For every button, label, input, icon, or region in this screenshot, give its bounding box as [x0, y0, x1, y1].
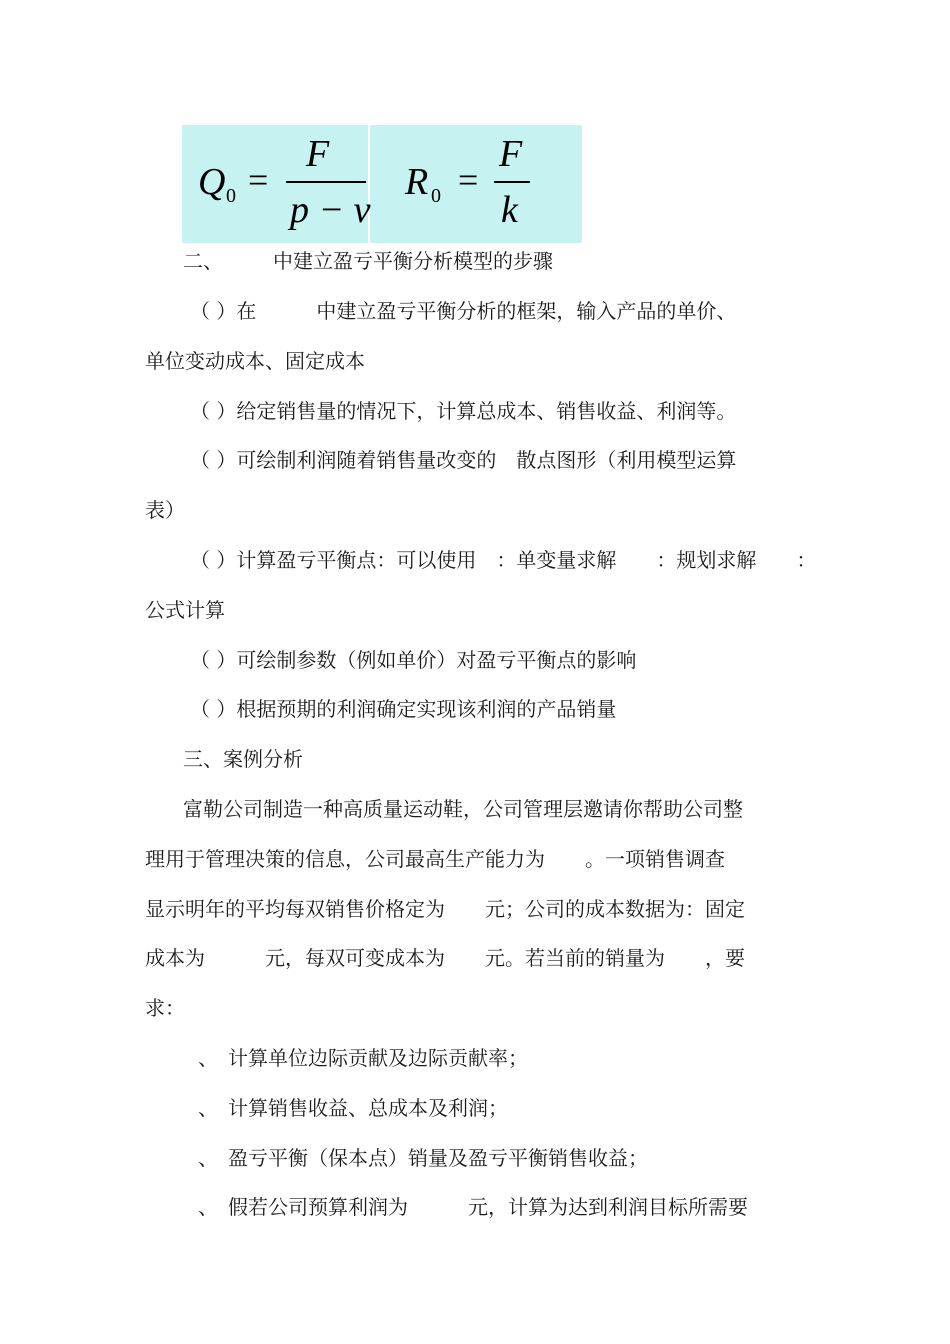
requirement-item: 、 盈亏平衡（保本点）销量及盈亏平衡销售收益； [198, 1146, 648, 1170]
case-paragraph-line: 显示明年的平均每双销售价格定为 元；公司的成本数据为：固定 [145, 897, 745, 921]
q0-symbol: Q [198, 161, 226, 203]
q0-subscript: 0 [226, 185, 236, 207]
case-paragraph-line: 求： [145, 996, 185, 1020]
case-paragraph-line: 成本为 元，每双可变成本为 元。若当前的销量为 ，要 [145, 946, 745, 970]
case-paragraph-line: 理用于管理决策的信息，公司最高生产能力为 。一项销售调查 [145, 847, 725, 871]
r0-equals: = [458, 160, 479, 200]
step-5: （ ）可绘制参数（例如单价）对盈亏平衡点的影响 [190, 648, 637, 672]
r0-numerator: F [499, 133, 523, 175]
requirement-item: 、 计算销售收益、总成本及利润； [198, 1096, 508, 1120]
step-3-continued: 表） [145, 498, 185, 522]
q0-denominator: p − v [290, 189, 371, 231]
case-paragraph-line: 富勒公司制造一种高质量运动鞋，公司管理层邀请你帮助公司整 [183, 797, 743, 821]
q0-numerator: F [306, 133, 330, 175]
r0-symbol: R [405, 161, 429, 203]
requirement-item: 、 计算单位边际贡献及边际贡献率； [198, 1046, 528, 1070]
step-4: （ ）计算盈亏平衡点：可以使用 ：单变量求解 ：规划求解 ： [190, 548, 817, 572]
step-6: （ ）根据预期的利润确定实现该利润的产品销量 [190, 697, 617, 721]
step-1: （ ）在 中建立盈亏平衡分析的框架，输入产品的单价、 [190, 299, 737, 323]
section-heading-2: 二、 中建立盈亏平衡分析模型的步骤 [183, 249, 553, 273]
step-3: （ ）可绘制利润随着销售量改变的 散点图形（利用模型运算 [190, 448, 737, 472]
q0-equals: = [248, 160, 269, 200]
r0-subscript: 0 [431, 185, 441, 207]
step-4-continued: 公式计算 [145, 598, 225, 622]
q0-fraction-bar [286, 181, 366, 183]
step-2: （ ）给定销售量的情况下，计算总成本、销售收益、利润等。 [190, 399, 737, 423]
step-1-continued: 单位变动成本、固定成本 [145, 349, 365, 373]
r0-denominator: k [501, 189, 518, 231]
r0-fraction-bar [494, 181, 530, 183]
section-heading-3: 三、案例分析 [183, 747, 303, 771]
requirement-item: 、 假若公司预算利润为 元，计算为达到利润目标所需要 [198, 1195, 748, 1219]
